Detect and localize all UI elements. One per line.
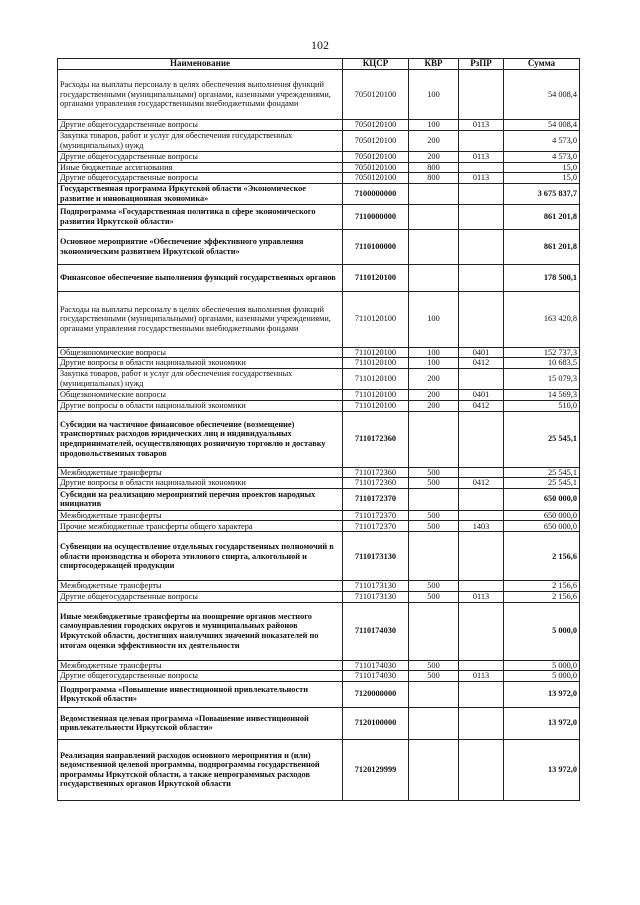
- row-rzpr-cell: 0412: [459, 478, 504, 489]
- row-name-cell: Финансовое обеспечение выполнения функций государственных органов: [58, 264, 343, 291]
- row-sum-cell: 4 573,0: [504, 152, 580, 163]
- row-kcsr-cell: 7050120100: [343, 162, 409, 173]
- page-number: 102: [311, 38, 329, 52]
- row-rzpr-cell: 0113: [459, 591, 504, 602]
- table-row: [58, 707, 580, 739]
- table-row: [58, 532, 580, 581]
- row-name-cell: Межбюджетные трансферты: [58, 581, 343, 592]
- table-row: [58, 204, 580, 229]
- row-sum-cell: 510,0: [504, 400, 580, 411]
- row-rzpr-cell: [459, 510, 504, 521]
- row-rzpr-cell: 0113: [459, 173, 504, 184]
- row-rzpr-cell: [459, 681, 504, 707]
- row-rzpr-cell: [459, 229, 504, 264]
- row-kcsr-cell: 7120000000: [343, 681, 409, 707]
- row-kcsr-cell: 7050120100: [343, 131, 409, 152]
- table-row: [58, 411, 580, 467]
- row-kcsr-cell: 7110120100: [343, 264, 409, 291]
- row-kvr-cell: [409, 602, 459, 660]
- table-row: [58, 581, 580, 592]
- row-name-cell: Закупка товаров, работ и услуг для обеспечения государственных (муниципальных) нужд: [58, 368, 343, 389]
- row-kvr-cell: 100: [409, 70, 459, 120]
- row-rzpr-cell: [459, 707, 504, 739]
- row-rzpr-cell: [459, 660, 504, 671]
- row-sum-cell: 13 972,0: [504, 681, 580, 707]
- row-name-cell: Межбюджетные трансферты: [58, 467, 343, 478]
- row-rzpr-cell: 0113: [459, 152, 504, 163]
- table-row: [58, 488, 580, 510]
- table-row: [58, 120, 580, 131]
- table-row: [58, 229, 580, 264]
- row-rzpr-cell: 0412: [459, 400, 504, 411]
- table-row: [58, 602, 580, 660]
- row-rzpr-cell: [459, 467, 504, 478]
- table-row: [58, 521, 580, 532]
- header-kcsr: КЦСР: [343, 59, 409, 70]
- row-kcsr-cell: 7110174030: [343, 602, 409, 660]
- row-sum-cell: 5 000,0: [504, 671, 580, 682]
- row-kcsr-cell: 7110120100: [343, 389, 409, 400]
- row-kcsr-cell: 7050120100: [343, 173, 409, 184]
- row-rzpr-cell: [459, 488, 504, 510]
- table-row: [58, 739, 580, 800]
- row-name-cell: Общеэкономические вопросы: [58, 389, 343, 400]
- row-kcsr-cell: 7110173130: [343, 532, 409, 581]
- row-kcsr-cell: 7110120100: [343, 368, 409, 389]
- table-row: [58, 347, 580, 358]
- row-kcsr-cell: 7050120100: [343, 120, 409, 131]
- row-kvr-cell: [409, 229, 459, 264]
- row-rzpr-cell: 0412: [459, 358, 504, 369]
- table-row: [58, 400, 580, 411]
- table-row: [58, 591, 580, 602]
- row-sum-cell: 15,0: [504, 162, 580, 173]
- row-kvr-cell: 100: [409, 358, 459, 369]
- row-sum-cell: 5 000,0: [504, 660, 580, 671]
- table-row: [58, 183, 580, 204]
- table-row: [58, 467, 580, 478]
- row-kcsr-cell: 7120129999: [343, 739, 409, 800]
- row-kcsr-cell: 7110172360: [343, 467, 409, 478]
- row-name-cell: Общеэкономические вопросы: [58, 347, 343, 358]
- row-sum-cell: 4 573,0: [504, 131, 580, 152]
- row-name-cell: Субвенции на осуществление отдельных государственных полномочий в области производства и оборота этилового спирта, алкогольной и спиртосодержащей продукции: [58, 532, 343, 581]
- row-sum-cell: 13 972,0: [504, 739, 580, 800]
- table-row: [58, 368, 580, 389]
- row-kvr-cell: [409, 488, 459, 510]
- row-kvr-cell: [409, 264, 459, 291]
- row-rzpr-cell: [459, 70, 504, 120]
- header-sum: Сумма: [504, 59, 580, 70]
- header-kvr: КВР: [409, 59, 459, 70]
- row-sum-cell: 25 545,1: [504, 411, 580, 467]
- row-name-cell: Другие общегосударственные вопросы: [58, 591, 343, 602]
- row-kvr-cell: 500: [409, 521, 459, 532]
- row-name-cell: Расходы на выплаты персоналу в целях обеспечения выполнения функций государственными (муниципальными) органами, казенными учреждениями, органами управления государственными внебюджетными фондами: [58, 291, 343, 347]
- row-rzpr-cell: [459, 739, 504, 800]
- row-kcsr-cell: 7110172370: [343, 521, 409, 532]
- row-rzpr-cell: 1403: [459, 521, 504, 532]
- row-name-cell: Другие вопросы в области национальной экономики: [58, 358, 343, 369]
- table-row: [58, 510, 580, 521]
- row-name-cell: Подпрограмма «Повышение инвестиционной привлекательности Иркутской области»: [58, 681, 343, 707]
- table-row: [58, 173, 580, 184]
- table-row: [58, 660, 580, 671]
- table-row: [58, 681, 580, 707]
- row-kvr-cell: 500: [409, 591, 459, 602]
- row-kcsr-cell: 7110120100: [343, 291, 409, 347]
- row-sum-cell: 54 008,4: [504, 120, 580, 131]
- row-name-cell: Основное мероприятие «Обеспечение эффективного управления экономическим развитием Иркутской области»: [58, 229, 343, 264]
- row-kcsr-cell: 7110120100: [343, 400, 409, 411]
- row-rzpr-cell: [459, 368, 504, 389]
- row-kvr-cell: [409, 707, 459, 739]
- table-row: [58, 478, 580, 489]
- row-name-cell: Реализация направлений расходов основного мероприятия и (или) ведомственной целевой программы, подпрограммы государственной программы Иркутской области, а также непрограммных расходов государственных органов Иркутской области: [58, 739, 343, 800]
- row-kcsr-cell: 7110174030: [343, 671, 409, 682]
- row-name-cell: Другие вопросы в области национальной экономики: [58, 478, 343, 489]
- row-kvr-cell: [409, 681, 459, 707]
- row-sum-cell: 15 079,3: [504, 368, 580, 389]
- row-sum-cell: 178 500,1: [504, 264, 580, 291]
- row-name-cell: Другие общегосударственные вопросы: [58, 173, 343, 184]
- row-kvr-cell: 800: [409, 162, 459, 173]
- row-sum-cell: 650 000,0: [504, 521, 580, 532]
- row-sum-cell: 861 201,8: [504, 229, 580, 264]
- row-rzpr-cell: 0401: [459, 389, 504, 400]
- row-sum-cell: 25 545,1: [504, 478, 580, 489]
- row-rzpr-cell: [459, 131, 504, 152]
- table-body: [58, 70, 580, 801]
- row-kcsr-cell: 7110120100: [343, 347, 409, 358]
- row-kcsr-cell: 7110174030: [343, 660, 409, 671]
- row-kvr-cell: 500: [409, 478, 459, 489]
- row-kvr-cell: 500: [409, 581, 459, 592]
- row-rzpr-cell: [459, 411, 504, 467]
- row-sum-cell: 25 545,1: [504, 467, 580, 478]
- row-sum-cell: 54 008,4: [504, 70, 580, 120]
- row-sum-cell: 15,0: [504, 173, 580, 184]
- row-sum-cell: 14 569,3: [504, 389, 580, 400]
- row-kvr-cell: 200: [409, 368, 459, 389]
- budget-table: [57, 58, 580, 801]
- row-kcsr-cell: 7110120100: [343, 358, 409, 369]
- row-kcsr-cell: 7110172370: [343, 510, 409, 521]
- row-name-cell: Межбюджетные трансферты: [58, 510, 343, 521]
- row-sum-cell: 650 000,0: [504, 488, 580, 510]
- table-row: [58, 70, 580, 120]
- row-kcsr-cell: 7110173130: [343, 581, 409, 592]
- row-sum-cell: 152 737,3: [504, 347, 580, 358]
- row-kvr-cell: 200: [409, 389, 459, 400]
- table-row: [58, 358, 580, 369]
- table-row: [58, 162, 580, 173]
- row-kvr-cell: 500: [409, 510, 459, 521]
- row-kvr-cell: 800: [409, 173, 459, 184]
- row-sum-cell: 13 972,0: [504, 707, 580, 739]
- row-kvr-cell: 100: [409, 347, 459, 358]
- row-kvr-cell: [409, 411, 459, 467]
- row-sum-cell: 2 156,6: [504, 591, 580, 602]
- table-row: [58, 131, 580, 152]
- row-rzpr-cell: 0401: [459, 347, 504, 358]
- row-name-cell: Другие общегосударственные вопросы: [58, 120, 343, 131]
- row-kvr-cell: 200: [409, 400, 459, 411]
- row-rzpr-cell: [459, 183, 504, 204]
- table-header-row: [58, 59, 580, 70]
- row-name-cell: Закупка товаров, работ и услуг для обеспечения государственных (муниципальных) нужд: [58, 131, 343, 152]
- row-name-cell: Расходы на выплаты персоналу в целях обеспечения выполнения функций государственными (муниципальными) органами, казенными учреждениями, органами управления государственными внебюджетными фондами: [58, 70, 343, 120]
- row-kcsr-cell: 7110172360: [343, 411, 409, 467]
- row-sum-cell: 163 420,8: [504, 291, 580, 347]
- row-kcsr-cell: 7110172370: [343, 488, 409, 510]
- row-kvr-cell: 500: [409, 660, 459, 671]
- row-sum-cell: 3 675 837,7: [504, 183, 580, 204]
- row-name-cell: Иные бюджетные ассигнования: [58, 162, 343, 173]
- row-kcsr-cell: 7120100000: [343, 707, 409, 739]
- table-row: [58, 389, 580, 400]
- row-name-cell: Субсидии на реализацию мероприятий перечня проектов народных инициатив: [58, 488, 343, 510]
- row-kvr-cell: [409, 532, 459, 581]
- row-name-cell: Ведомственная целевая программа «Повышение инвестиционной привлекательности Иркутской области»: [58, 707, 343, 739]
- row-rzpr-cell: [459, 532, 504, 581]
- row-name-cell: Государственная программа Иркутской области «Экономическое развитие и инновационная экономика»: [58, 183, 343, 204]
- row-rzpr-cell: [459, 291, 504, 347]
- row-kcsr-cell: 7110172360: [343, 478, 409, 489]
- row-kcsr-cell: 7110100000: [343, 229, 409, 264]
- row-rzpr-cell: [459, 204, 504, 229]
- table-row: [58, 264, 580, 291]
- row-sum-cell: 5 000,0: [504, 602, 580, 660]
- row-rzpr-cell: 0113: [459, 120, 504, 131]
- row-name-cell: Иные межбюджетные трансферты на поощрение органов местного самоуправления городских округов и муниципальных районов Иркутской области, достигших наилучших значений показателей по итогам оценки эффективности их деятельности: [58, 602, 343, 660]
- row-name-cell: Другие вопросы в области национальной экономики: [58, 400, 343, 411]
- row-sum-cell: 10 683,5: [504, 358, 580, 369]
- row-kvr-cell: 200: [409, 152, 459, 163]
- table-row: [58, 291, 580, 347]
- row-rzpr-cell: [459, 581, 504, 592]
- row-sum-cell: 2 156,6: [504, 581, 580, 592]
- row-kvr-cell: 100: [409, 291, 459, 347]
- row-kcsr-cell: 7110000000: [343, 204, 409, 229]
- row-sum-cell: 2 156,6: [504, 532, 580, 581]
- row-kcsr-cell: 7050120100: [343, 70, 409, 120]
- row-kvr-cell: [409, 204, 459, 229]
- row-kvr-cell: [409, 739, 459, 800]
- row-rzpr-cell: [459, 264, 504, 291]
- row-kcsr-cell: 7050120100: [343, 152, 409, 163]
- table-row: [58, 152, 580, 163]
- table-row: [58, 671, 580, 682]
- row-sum-cell: 861 201,8: [504, 204, 580, 229]
- row-rzpr-cell: [459, 602, 504, 660]
- row-kcsr-cell: 7110173130: [343, 591, 409, 602]
- row-kvr-cell: 200: [409, 131, 459, 152]
- row-name-cell: Другие общегосударственные вопросы: [58, 671, 343, 682]
- row-name-cell: Подпрограмма «Государственная политика в сфере экономического развития Иркутской области»: [58, 204, 343, 229]
- header-name: Наименование: [58, 59, 343, 70]
- row-sum-cell: 650 000,0: [504, 510, 580, 521]
- row-name-cell: Субсидии на частичное финансовое обеспечение (возмещение) транспортных расходов юридических лиц и индивидуальных предпринимателей, осуществляющих розничную торговлю и доставку продовольственных товаров: [58, 411, 343, 467]
- row-name-cell: Другие общегосударственные вопросы: [58, 152, 343, 163]
- row-kvr-cell: [409, 183, 459, 204]
- row-rzpr-cell: 0113: [459, 671, 504, 682]
- row-rzpr-cell: [459, 162, 504, 173]
- row-kvr-cell: 500: [409, 467, 459, 478]
- row-kcsr-cell: 7100000000: [343, 183, 409, 204]
- row-kvr-cell: 100: [409, 120, 459, 131]
- row-name-cell: Межбюджетные трансферты: [58, 660, 343, 671]
- header-rzpr: РзПР: [459, 59, 504, 70]
- row-name-cell: Прочие межбюджетные трансферты общего характера: [58, 521, 343, 532]
- row-kvr-cell: 500: [409, 671, 459, 682]
